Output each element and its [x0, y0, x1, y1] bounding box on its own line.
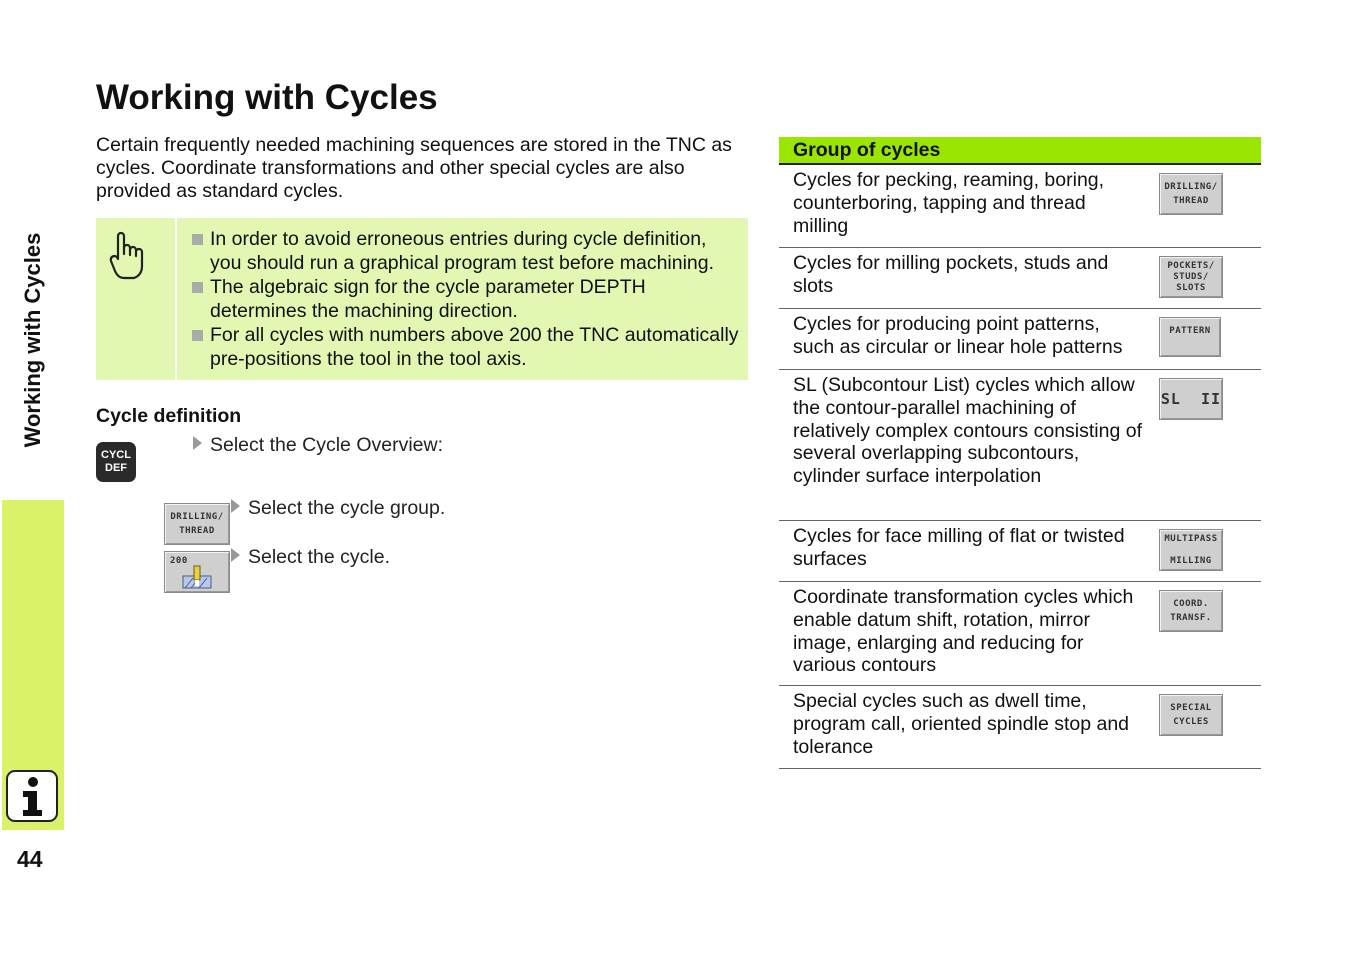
drilling-thread-softkey[interactable]: DRILLING/ THREAD: [1159, 173, 1223, 215]
drilling-thread-softkey[interactable]: DRILLING/ THREAD: [164, 503, 230, 545]
bullet-square-icon: [192, 330, 203, 341]
note-list: [190, 228, 742, 372]
bullet-square-icon: [192, 282, 203, 293]
table-header: Group of cycles: [779, 137, 1261, 165]
drilling-cycle-icon: [181, 564, 213, 590]
sl-ii-softkey[interactable]: SL II: [1159, 378, 1223, 420]
note-item: The algebraic sign for the cycle parameter DEPTH determines the machining direction.: [190, 276, 742, 323]
step-select-cycle: Select the cycle.: [231, 546, 390, 569]
arrow-right-icon: [193, 436, 202, 450]
arrow-right-icon: [231, 548, 240, 562]
note-item: In order to avoid erroneous entries during cycle definition, you should run a graphical program test before machining.: [190, 228, 742, 275]
bullet-square-icon: [192, 234, 203, 245]
table-row: SL (Subcontour List) cycles which allow the contour-parallel machining of relatively complex contours consisting of several overlapping subcontours, cylinder surface interpolation SL II: [779, 370, 1261, 521]
pockets-studs-slots-softkey[interactable]: POCKETS/ STUDS/ SLOTS: [1159, 256, 1223, 298]
coord-transf-softkey[interactable]: COORD. TRANSF.: [1159, 590, 1223, 632]
step-select-overview: Select the Cycle Overview:: [193, 434, 443, 457]
table-row: Coordinate transformation cycles which enable datum shift, rotation, mirror image, enlarging and reducing for various contours COORD. TRANSF.: [779, 582, 1261, 686]
side-section-label-text: Working with Cycles: [20, 232, 45, 448]
cycle-definition-heading: Cycle definition: [96, 405, 242, 427]
note-divider: [175, 218, 177, 380]
table-row: Cycles for face milling of flat or twisted surfaces MULTIPASS MILLING: [779, 521, 1261, 582]
note-item: For all cycles with numbers above 200 the TNC automatically pre-positions the tool in the tool axis.: [190, 324, 742, 371]
info-icon[interactable]: [6, 770, 58, 822]
table-row: Cycles for pecking, reaming, boring, counterboring, tapping and thread milling DRILLING/ THREAD: [779, 165, 1261, 248]
step-select-group: Select the cycle group.: [231, 497, 445, 520]
table-row: Cycles for producing point patterns, such as circular or linear hole patterns PATTERN: [779, 309, 1261, 370]
cycl-def-key[interactable]: CYCL DEF: [96, 442, 136, 482]
special-cycles-softkey[interactable]: SPECIAL CYCLES: [1159, 694, 1223, 736]
cycle-200-softkey[interactable]: 200: [164, 551, 230, 593]
arrow-right-icon: [231, 499, 240, 513]
table-row: Cycles for milling pockets, studs and slots POCKETS/ STUDS/ SLOTS: [779, 248, 1261, 309]
pointing-hand-icon: [106, 230, 148, 282]
table-row: Special cycles such as dwell time, program call, oriented spindle stop and tolerance SPECIAL CYCLES: [779, 686, 1261, 769]
page-number: 44: [17, 846, 43, 872]
cycle-group-table: [779, 137, 1261, 769]
page-title: Working with Cycles: [96, 78, 438, 117]
side-section-label: [2, 200, 64, 480]
intro-paragraph: Certain frequently needed machining sequences are stored in the TNC as cycles. Coordinate transformations and other special cycles are also provided as standard cycles.: [96, 134, 732, 202]
multipass-milling-softkey[interactable]: MULTIPASS MILLING: [1159, 529, 1223, 571]
pattern-softkey[interactable]: PATTERN: [1159, 317, 1221, 357]
